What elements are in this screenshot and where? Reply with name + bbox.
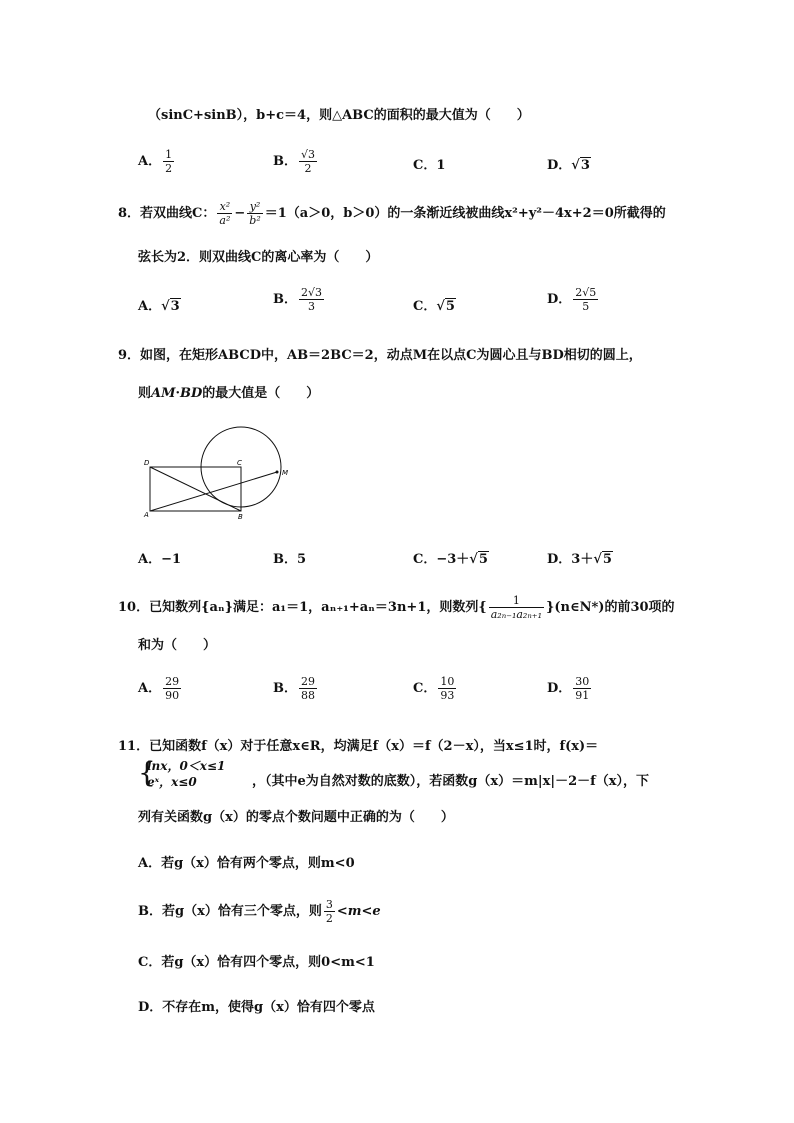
q10-option-b: B． $\frac{29}{88}$ [273, 675, 315, 702]
q8-option-d: D． $\frac{2√5}{5}$ [547, 286, 597, 313]
q9-stem-line2: 则AM·BD的最大值是（ ） [138, 386, 320, 401]
q7-option-d: D．√3 [547, 158, 590, 173]
q7-option-c: C．1 [413, 158, 446, 173]
brace-icon: { [138, 756, 156, 789]
q11-stem-line3: 列有关函数g（x）的零点个数问题中正确的为（ ） [138, 810, 454, 825]
q11-stem-line1: 11．已知函数f（x）对于任意x∈R，均满足f（x）＝f（2－x），当x≤1时，f(x)＝ [118, 739, 599, 754]
q8-option-b: B． $\frac{2√3}{3}$ [273, 286, 323, 313]
segment-am [150, 472, 277, 511]
label-a: A [144, 511, 149, 519]
q8-stem-line2: 弦长为2．则双曲线C的离心率为（ ） [138, 250, 379, 265]
q7-option-b: B． $\frac{√3}{2}$ [273, 148, 316, 175]
q7-stem-continuation: （sinC+sinB），b+c＝4，则△ABC的面积的最大值为（ ） [148, 108, 530, 123]
q9-option-a: A．−1 [138, 552, 182, 567]
label-b: B [238, 513, 243, 521]
point-m [276, 471, 279, 474]
q10-option-d: D． $\frac{30}{91}$ [547, 675, 590, 702]
q9-option-b: B．5 [273, 552, 307, 567]
q8-option-a: A．√3 [138, 299, 180, 314]
q10-stem-line1: 10．已知数列{aₙ}满足：a₁＝1，aₙ₊₁+aₙ＝3n+1，则数列{ $\frac{1}{\text{a₂ₙ₋₁a₂ₙ₊₁}}$ }(n∈N*)的前30项的 [118, 594, 675, 621]
q10-stem-line2: 和为（ ） [138, 638, 217, 653]
q9-figure [140, 425, 300, 525]
q9-option-d: D．3＋√5 [547, 552, 612, 567]
label-c: C [237, 459, 242, 467]
q8-stem-line1: 8．若双曲线C： $\frac{\text{x²}}{\text{a²}}$ − $\frac{\text{y²}}{\text{b²}}$ ＝1（a＞0，b＞0）的一条渐近线被曲线x²+y²－4x+2＝0所截得的 [118, 200, 666, 227]
q11-piecewise [138, 757, 248, 791]
q7-option-a: A． $\frac{1}{2}$ [138, 148, 173, 175]
q8-option-c: C．√5 [413, 299, 455, 314]
q11-stem-line2: ，（其中e为自然对数的底数），若函数g（x）＝m|x|－2－f（x），下 [252, 774, 649, 789]
q9-stem-line1: 9．如图，在矩形ABCD中，AB＝2BC＝2，动点M在以点C为圆心且与BD相切的圆上， [118, 348, 642, 363]
q9-option-c: C．−3＋√5 [413, 552, 488, 567]
q11-case-2: eˣ，x≤0 [147, 775, 197, 789]
q11-option-b: B．若g（x）恰有三个零点，则 $\frac{3}{2}$ <m<e [138, 898, 381, 925]
q10-option-c: C． $\frac{10}{93}$ [413, 675, 455, 702]
segment-db [150, 467, 241, 511]
q11-option-d: D．不存在m，使得g（x）恰有四个零点 [138, 1000, 375, 1015]
q10-option-a: A． $\frac{29}{90}$ [138, 675, 180, 702]
label-d: D [144, 459, 150, 467]
q11-case-1: lnx，0＜x≤1 [147, 759, 226, 773]
q11-option-c: C．若g（x）恰有四个零点，则0<m<1 [138, 955, 375, 970]
label-m: M [282, 469, 289, 477]
q11-option-a: A．若g（x）恰有两个零点，则m<0 [138, 856, 355, 871]
